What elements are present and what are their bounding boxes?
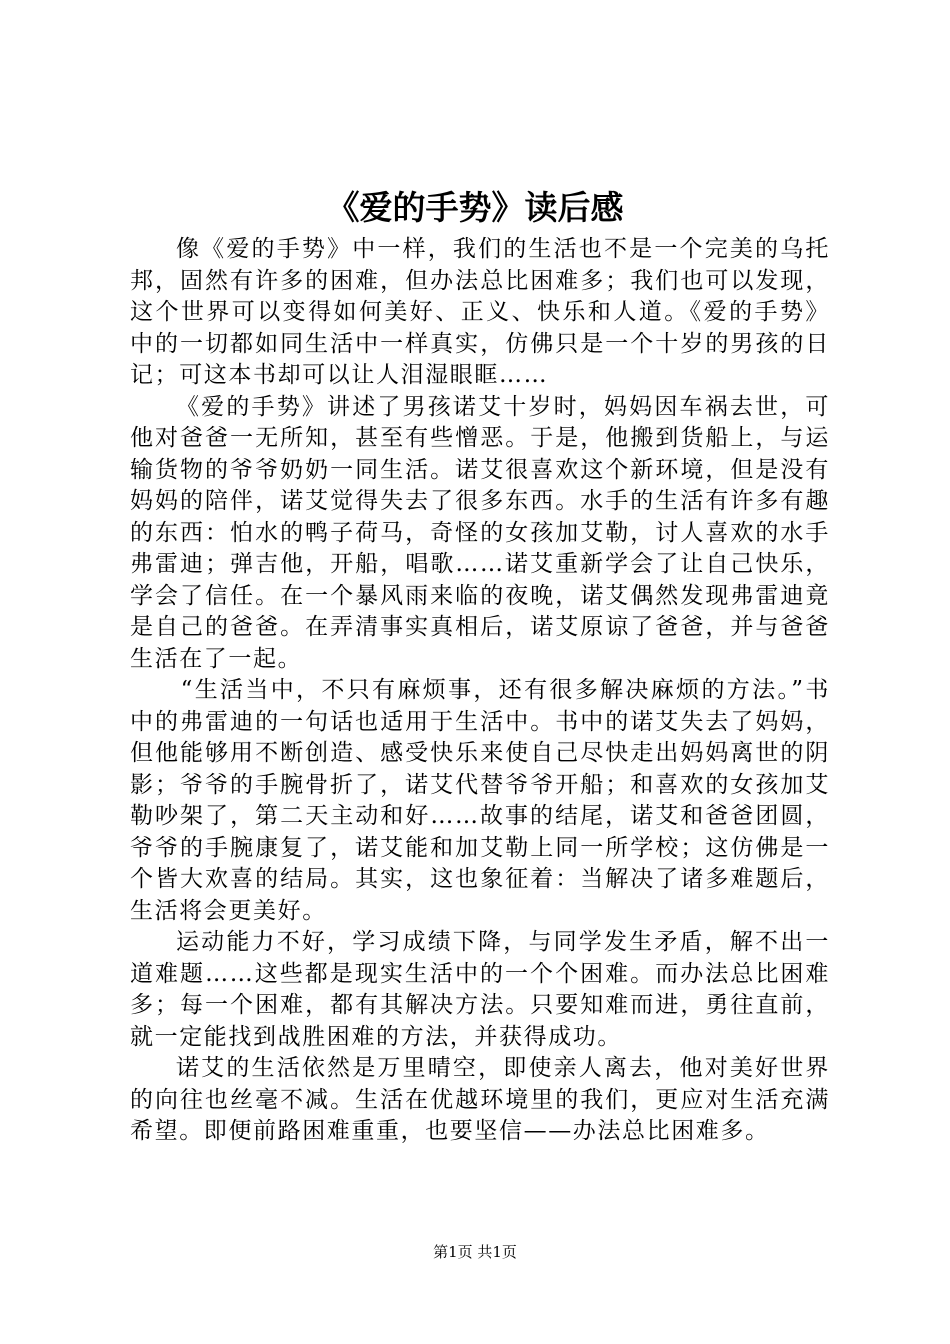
document-title: 《爱的手势》读后感 [326, 188, 624, 227]
paragraph-1: 像《爱的手势》中一样，我们的生活也不是一个完美的乌托邦，固然有许多的困难，但办法总比困难多；我们也可以发现，这个世界可以变得如何美好、正义、快乐和人道。《爱的手势》中的一切都如同生活中一样真实，仿佛只是一个十岁的男孩的日记；可这本书却可以让人泪湿眼眶…… [130, 236, 830, 388]
paragraph-4: 运动能力不好，学习成绩下降，与同学发生矛盾，解不出一道难题……这些都是现实生活中的一个个困难。而办法总比困难多；每一个困难，都有其解决方法。只要知难而进，勇往直前，就一定能找到战胜困难的方法，并获得成功。 [130, 929, 830, 1050]
paragraph-3: “生活当中，不只有麻烦事，还有很多解决麻烦的方法。”书中的弗雷迪的一句话也适用于生活中。书中的诺艾失去了妈妈，但他能够用不断创造、感受快乐来使自己尽快走出妈妈离世的阴影；爷爷的手腕骨折了，诺艾代替爷爷开船；和喜欢的女孩加艾勒吵架了，第二天主动和好……故事的结尾，诺艾和爸爸团圆，爷爷的手腕康复了，诺艾能和加艾勒上同一所学校；这仿佛是一个皆大欢喜的结局。其实，这也象征着：当解决了诸多难题后，生活将会更美好。 [130, 677, 830, 924]
document-body [130, 234, 830, 1148]
paragraph-2: 《爱的手势》讲述了男孩诺艾十岁时，妈妈因车祸去世，可他对爸爸一无所知，甚至有些憎恶。于是，他搬到货船上，与运输货物的爷爷奶奶一同生活。诺艾很喜欢这个新环境，但是没有妈妈的陪伴，诺艾觉得失去了很多东西。水手的生活有许多有趣的东西：怕水的鸭子荷马，奇怪的女孩加艾勒，讨人喜欢的水手弗雷迪；弹吉他，开船，唱歌……诺艾重新学会了让自己快乐，学会了信任。在一个暴风雨来临的夜晚，诺艾偶然发现弗雷迪竟是自己的爸爸。在弄清事实真相后，诺艾原谅了爸爸，并与爸爸生活在了一起。 [130, 393, 830, 672]
page-footer: 第1页 共1页 [433, 1243, 517, 1261]
paragraph-5: 诺艾的生活依然是万里晴空，即使亲人离去，他对美好世界的向往也丝毫不减。生活在优越环境里的我们，更应对生活充满希望。即便前路困难重重，也要坚信——办法总比困难多。 [130, 1055, 830, 1144]
